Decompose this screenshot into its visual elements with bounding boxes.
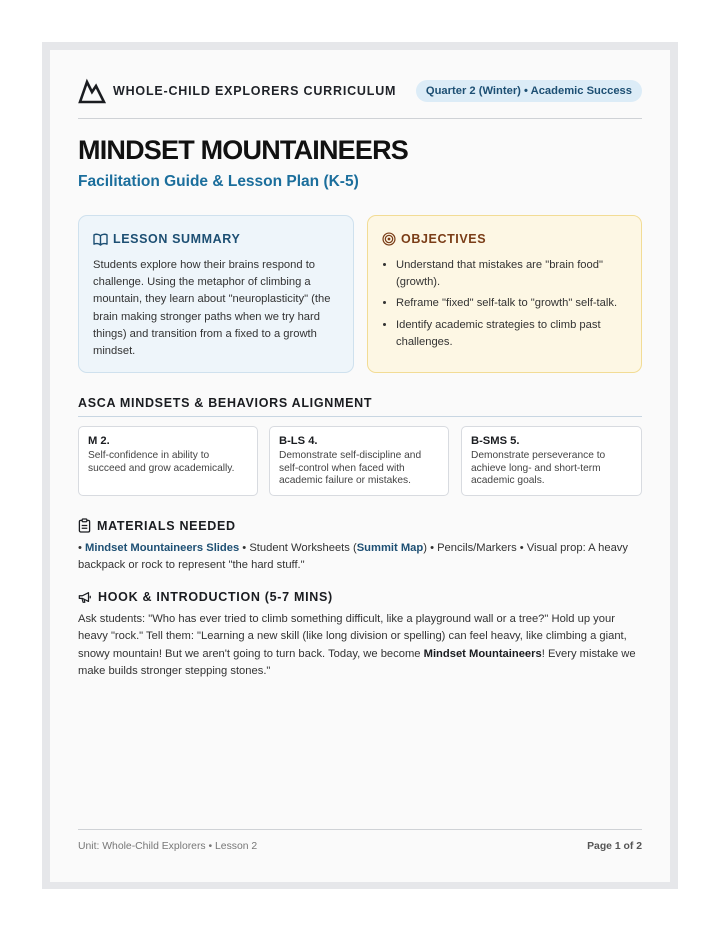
objectives-list bbox=[382, 257, 627, 351]
asca-standard-card bbox=[461, 426, 642, 496]
asca-code: B-LS 4. bbox=[279, 435, 318, 447]
page-number: Page 1 of 2 bbox=[587, 841, 642, 852]
header-divider bbox=[78, 118, 642, 119]
clipboard-icon bbox=[78, 518, 91, 533]
objective-item: • Identify academic strategies to climb past challenges. bbox=[396, 317, 627, 351]
objectives-card bbox=[367, 215, 642, 373]
objective-item: • Understand that mistakes are "brain food" (growth). bbox=[396, 257, 627, 291]
open-book-icon bbox=[93, 233, 108, 246]
materials-text bbox=[78, 540, 642, 575]
lesson-summary-text: Students explore how their brains respond to challenge. Using the metaphor of climbing a mountain, they learn about "neuroplasticity" (the brain making stronger paths when we try hard things) and transition from a fixed to a growth mindset. bbox=[93, 259, 331, 358]
asca-code: M 2. bbox=[88, 435, 110, 447]
asca-standard-card bbox=[269, 426, 449, 496]
hook-bold: Mindset Mountaineers bbox=[423, 647, 542, 660]
asca-code: B-SMS 5. bbox=[471, 435, 520, 447]
document-page bbox=[50, 50, 670, 882]
target-icon bbox=[382, 232, 396, 246]
objectives-heading bbox=[382, 232, 486, 246]
page-subtitle: Facilitation Guide & Lesson Plan (K-5) bbox=[78, 173, 359, 190]
materials-text-part: ) • Pencils/Markers • Visual prop: A heavy backpack or rock to represent "the hard stuff." bbox=[78, 542, 628, 572]
lesson-summary-title: LESSON SUMMARY bbox=[113, 232, 241, 246]
materials-title: MATERIALS NEEDED bbox=[97, 519, 236, 533]
mountain-icon bbox=[78, 78, 106, 104]
quarter-badge: Quarter 2 (Winter) • Academic Success bbox=[416, 80, 642, 102]
hook-heading bbox=[78, 590, 333, 604]
header bbox=[78, 78, 642, 106]
curriculum-name: WHOLE-CHILD EXPLORERS CURRICULUM bbox=[113, 84, 397, 98]
lesson-summary-heading bbox=[93, 232, 240, 246]
footer-unit: Unit: Whole-Child Explorers • Lesson 2 bbox=[78, 841, 258, 852]
asca-divider bbox=[78, 416, 642, 417]
materials-text-part: • Student Worksheets ( bbox=[239, 542, 357, 554]
objective-item: • Reframe "fixed" self-talk to "growth" self-talk. bbox=[396, 295, 627, 312]
hook-text bbox=[78, 611, 642, 681]
objectives-list-container bbox=[382, 257, 627, 355]
page-title: MINDSET MOUNTAINEERS bbox=[78, 135, 409, 165]
asca-standard-card bbox=[78, 426, 258, 496]
footer-divider bbox=[78, 829, 642, 830]
asca-description: Demonstrate perseverance to achieve long- and short-term academic goals. bbox=[471, 450, 606, 487]
megaphone-icon bbox=[78, 591, 92, 604]
lesson-summary-card bbox=[78, 215, 354, 373]
objectives-title: OBJECTIVES bbox=[401, 232, 487, 246]
slides-link[interactable]: Mindset Mountaineers Slides bbox=[85, 542, 240, 554]
asca-heading: ASCA MINDSETS & BEHAVIORS ALIGNMENT bbox=[78, 396, 373, 410]
hook-text-part: Ask students: "Who has ever tried to climb something difficult, like a playground wall or a tree?" Hold up your heavy "rock." Tell them: "Learning a new skill (like long division or spelling) can feel heavy, like climbing a giant, snowy mountain! But we aren't going to turn back. Today, we become bbox=[78, 613, 627, 660]
bullet: • bbox=[78, 542, 82, 554]
hook-title: HOOK & INTRODUCTION (5-7 MINS) bbox=[98, 590, 333, 604]
summit-map-link[interactable]: Summit Map bbox=[356, 542, 424, 554]
materials-heading bbox=[78, 518, 236, 533]
asca-description: Self-confidence in ability to succeed and grow academically. bbox=[88, 450, 235, 474]
hook-text-part: ! Every mistake we make builds stronger stepping stones." bbox=[78, 647, 636, 678]
asca-description: Demonstrate self-discipline and self-control when faced with academic failure or mistakes. bbox=[279, 450, 422, 487]
